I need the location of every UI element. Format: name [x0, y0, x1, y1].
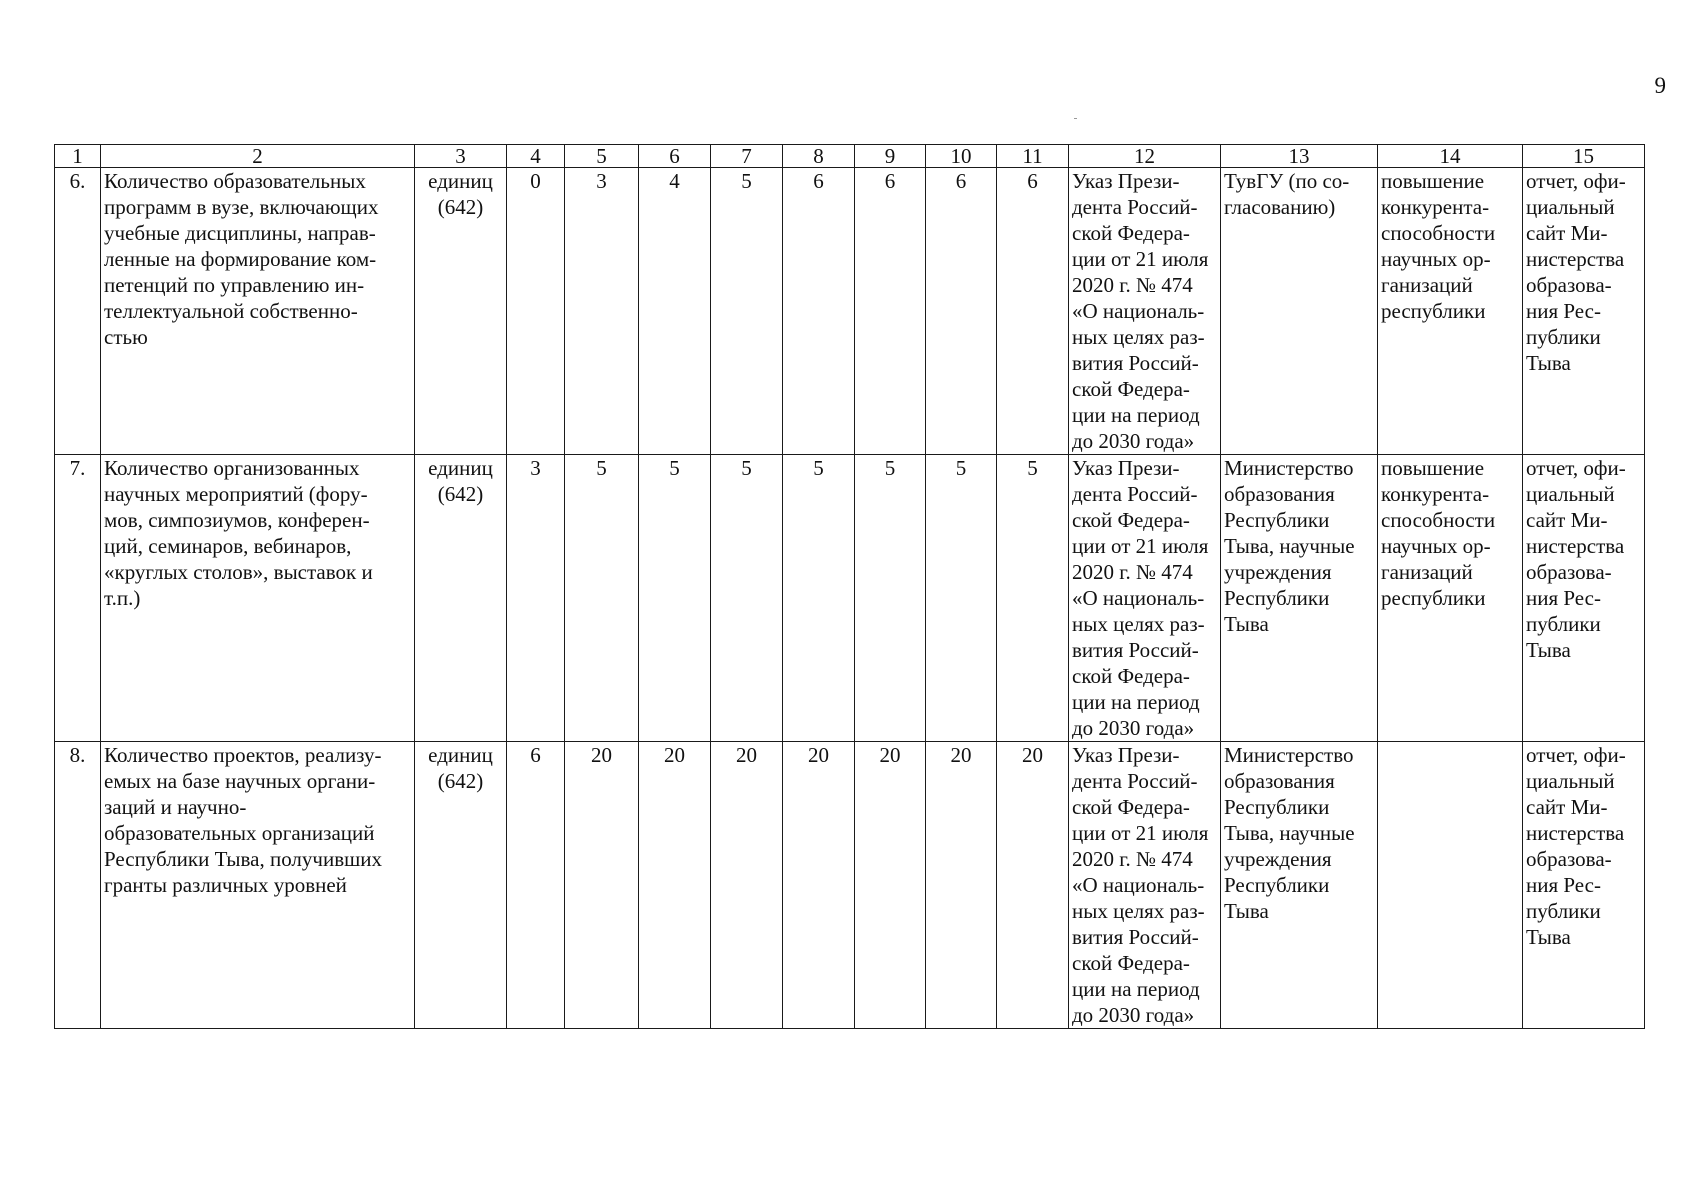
- result-cell: [1378, 742, 1523, 1029]
- header-cell: 15: [1523, 145, 1645, 168]
- value-cell: 20: [926, 742, 997, 1029]
- header-cell: 13: [1221, 145, 1378, 168]
- value-cell: 4: [639, 168, 711, 455]
- unit-cell: единиц (642): [415, 742, 507, 1029]
- table-row: [55, 455, 1645, 742]
- header-cell: 1: [55, 145, 101, 168]
- value-cell: 5: [711, 455, 783, 742]
- responsible-cell: ТувГУ (по со- гласованию): [1221, 168, 1378, 455]
- header-cell: 8: [783, 145, 855, 168]
- unit-cell: единиц (642): [415, 168, 507, 455]
- responsible-cell: Министерство образования Республики Тыва, научные учреждения Республики Тыва: [1221, 455, 1378, 742]
- header-cell: 3: [415, 145, 507, 168]
- value-cell: 6: [855, 168, 926, 455]
- header-cell: 12: [1069, 145, 1221, 168]
- value-cell: 5: [997, 455, 1069, 742]
- scan-speck: [1074, 118, 1077, 119]
- report-cell: отчет, офи- циальный сайт Ми- нистерства образова- ния Рес- публики Тыва: [1523, 455, 1645, 742]
- column-number-row: [55, 145, 1645, 168]
- report-cell: отчет, офи- циальный сайт Ми- нистерства образова- ния Рес- публики Тыва: [1523, 742, 1645, 1029]
- indicator-name: Количество образовательных программ в вузе, включающих учебные дисциплины, направ- ленные на формирование ком- петенций по управлению ин- теллектуальной собственно- стью: [101, 168, 415, 455]
- value-cell: 5: [565, 455, 639, 742]
- header-cell: 5: [565, 145, 639, 168]
- indicator-name: Количество проектов, реализу- емых на базе научных органи- заций и научно- образовательных организаций Республики Тыва, получивших гранты различных уровней: [101, 742, 415, 1029]
- responsible-cell: Министерство образования Республики Тыва, научные учреждения Республики Тыва: [1221, 742, 1378, 1029]
- value-cell: 5: [855, 455, 926, 742]
- value-cell: 20: [997, 742, 1069, 1029]
- indicator-name: Количество организованных научных мероприятий (фору- мов, симпозиумов, конферен- ций, семинаров, вебинаров, «круглых столов», выставок и т.п.): [101, 455, 415, 742]
- table-row: [55, 168, 1645, 455]
- value-cell: 6: [507, 742, 565, 1029]
- value-cell: 6: [926, 168, 997, 455]
- value-cell: 6: [997, 168, 1069, 455]
- row-number: 8.: [55, 742, 101, 1029]
- report-cell: отчет, офи- циальный сайт Ми- нистерства образова- ния Рес- публики Тыва: [1523, 168, 1645, 455]
- value-cell: 20: [783, 742, 855, 1029]
- page-number: 9: [1654, 73, 1666, 98]
- basis-cell: Указ Прези- дента Россий- ской Федера- ции от 21 июля 2020 г. № 474 «О националь- ных целях раз- вития Россий- ской Федера- ции на период до 2030 года»: [1069, 168, 1221, 455]
- header-cell: 6: [639, 145, 711, 168]
- header-cell: 2: [101, 145, 415, 168]
- header-cell: 11: [997, 145, 1069, 168]
- value-cell: 20: [565, 742, 639, 1029]
- result-cell: повышение конкурента- способности научных ор- ганизаций республики: [1378, 168, 1523, 455]
- basis-cell: Указ Прези- дента Россий- ской Федера- ции от 21 июля 2020 г. № 474 «О националь- ных целях раз- вития Россий- ской Федера- ции на период до 2030 года»: [1069, 455, 1221, 742]
- header-cell: 9: [855, 145, 926, 168]
- header-cell: 10: [926, 145, 997, 168]
- value-cell: 5: [639, 455, 711, 742]
- value-cell: 0: [507, 168, 565, 455]
- row-number: 7.: [55, 455, 101, 742]
- value-cell: 20: [711, 742, 783, 1029]
- value-cell: 5: [783, 455, 855, 742]
- unit-cell: единиц (642): [415, 455, 507, 742]
- header-cell: 14: [1378, 145, 1523, 168]
- result-cell: повышение конкурента- способности научных ор- ганизаций республики: [1378, 455, 1523, 742]
- header-cell: 4: [507, 145, 565, 168]
- basis-cell: Указ Прези- дента Россий- ской Федера- ции от 21 июля 2020 г. № 474 «О националь- ных целях раз- вития Россий- ской Федера- ции на период до 2030 года»: [1069, 742, 1221, 1029]
- value-cell: 5: [926, 455, 997, 742]
- value-cell: 3: [507, 455, 565, 742]
- value-cell: 3: [565, 168, 639, 455]
- value-cell: 6: [783, 168, 855, 455]
- indicators-table: [54, 144, 1645, 1029]
- table-row: [55, 742, 1645, 1029]
- header-cell: 7: [711, 145, 783, 168]
- row-number: 6.: [55, 168, 101, 455]
- value-cell: 20: [855, 742, 926, 1029]
- value-cell: 20: [639, 742, 711, 1029]
- value-cell: 5: [711, 168, 783, 455]
